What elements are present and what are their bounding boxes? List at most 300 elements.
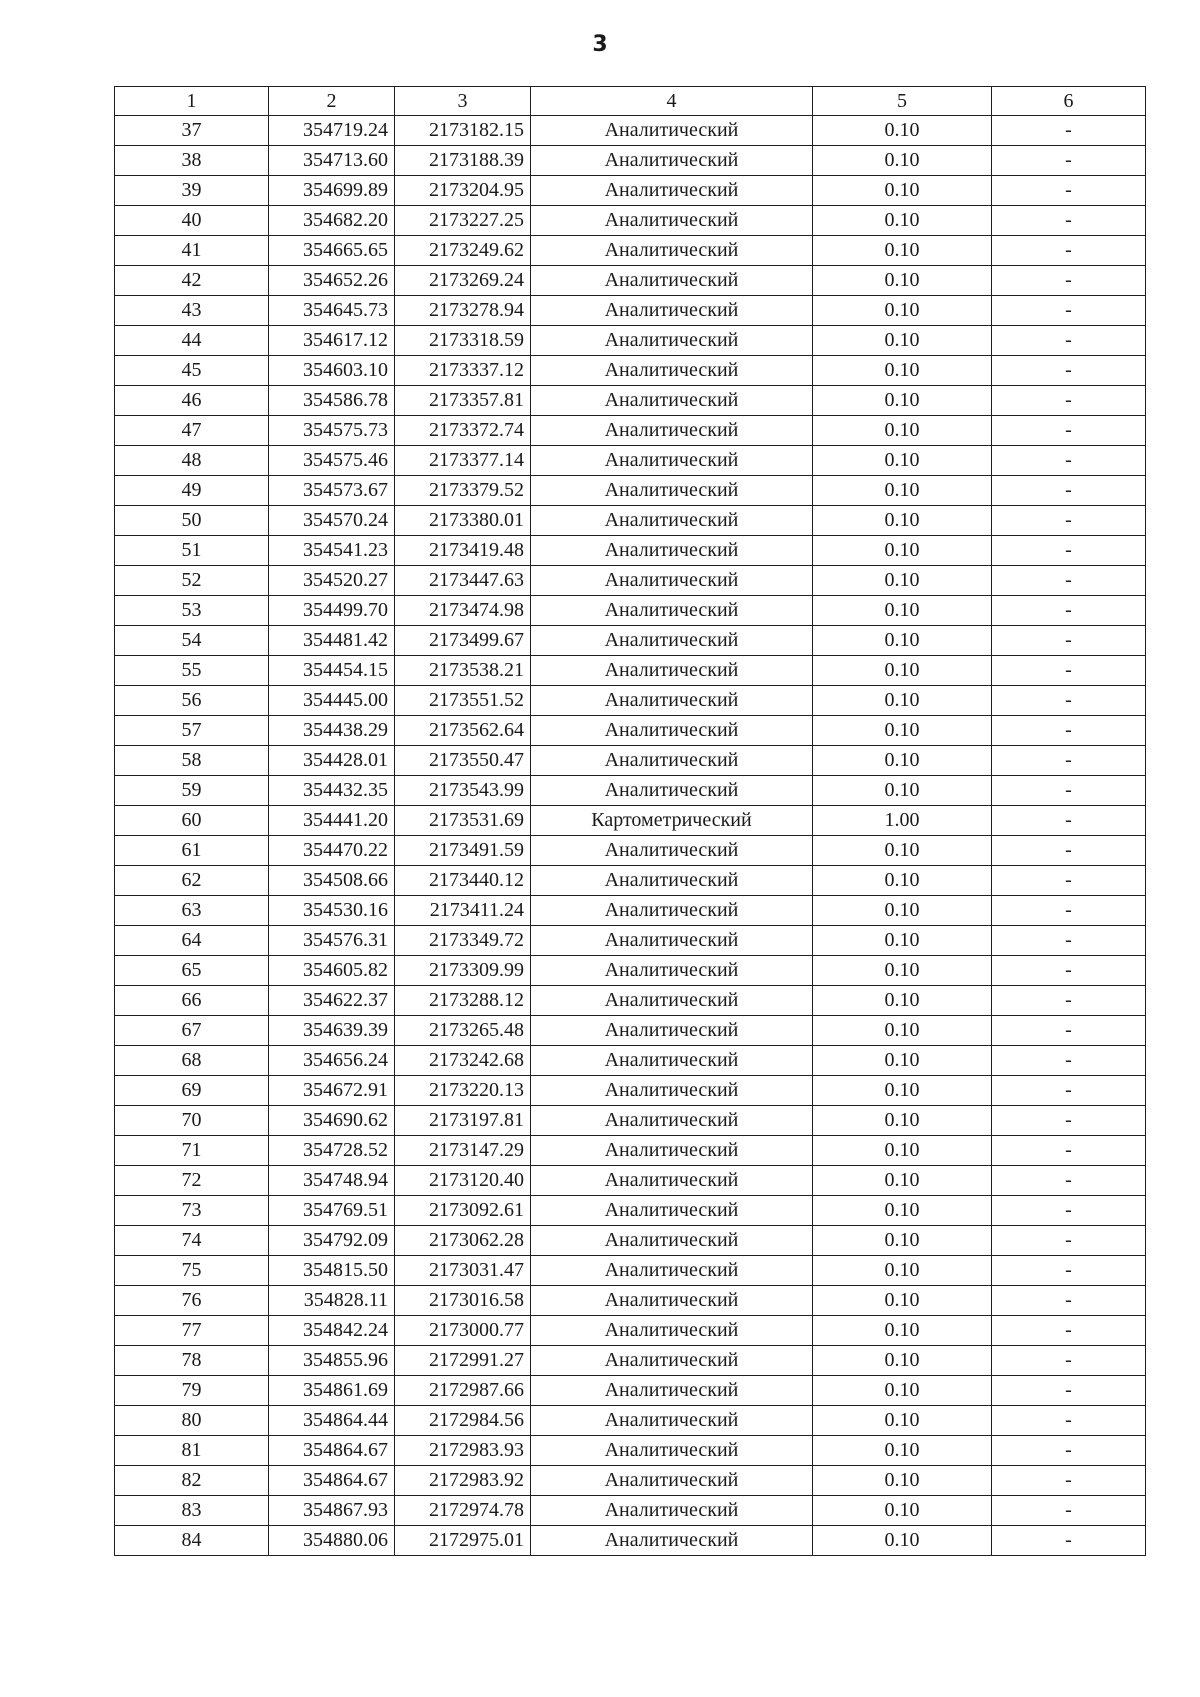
x-coordinate-cell: 354748.94 [269, 1166, 395, 1196]
method-cell: Аналитический [531, 986, 813, 1016]
method-cell: Аналитический [531, 1046, 813, 1076]
y-coordinate-cell: 2172987.66 [395, 1376, 531, 1406]
accuracy-cell: 0.10 [813, 1436, 992, 1466]
y-coordinate-cell: 2173204.95 [395, 176, 531, 206]
y-coordinate-cell: 2173188.39 [395, 146, 531, 176]
method-cell: Аналитический [531, 866, 813, 896]
note-cell: - [992, 866, 1146, 896]
point-number-cell: 82 [115, 1466, 269, 1496]
y-coordinate-cell: 2173543.99 [395, 776, 531, 806]
point-number-cell: 72 [115, 1166, 269, 1196]
method-cell: Аналитический [531, 746, 813, 776]
method-cell: Аналитический [531, 956, 813, 986]
accuracy-cell: 0.10 [813, 296, 992, 326]
x-coordinate-cell: 354441.20 [269, 806, 395, 836]
y-coordinate-cell: 2173491.59 [395, 836, 531, 866]
point-number-cell: 66 [115, 986, 269, 1016]
x-coordinate-cell: 354470.22 [269, 836, 395, 866]
x-coordinate-cell: 354864.67 [269, 1466, 395, 1496]
accuracy-cell: 0.10 [813, 836, 992, 866]
note-cell: - [992, 1526, 1146, 1556]
point-number-cell: 76 [115, 1286, 269, 1316]
y-coordinate-cell: 2172984.56 [395, 1406, 531, 1436]
point-number-cell: 58 [115, 746, 269, 776]
method-cell: Аналитический [531, 1286, 813, 1316]
y-coordinate-cell: 2173562.64 [395, 716, 531, 746]
y-coordinate-cell: 2172983.92 [395, 1466, 531, 1496]
method-cell: Аналитический [531, 356, 813, 386]
y-coordinate-cell: 2173062.28 [395, 1226, 531, 1256]
accuracy-cell: 0.10 [813, 1196, 992, 1226]
x-coordinate-cell: 354438.29 [269, 716, 395, 746]
y-coordinate-cell: 2173227.25 [395, 206, 531, 236]
table-row [115, 176, 1146, 206]
point-number-cell: 54 [115, 626, 269, 656]
method-cell: Аналитический [531, 476, 813, 506]
accuracy-cell: 0.10 [813, 1466, 992, 1496]
accuracy-cell: 0.10 [813, 626, 992, 656]
note-cell: - [992, 566, 1146, 596]
x-coordinate-cell: 354792.09 [269, 1226, 395, 1256]
note-cell: - [992, 1346, 1146, 1376]
y-coordinate-cell: 2173349.72 [395, 926, 531, 956]
point-number-cell: 45 [115, 356, 269, 386]
x-coordinate-cell: 354769.51 [269, 1196, 395, 1226]
method-cell: Аналитический [531, 896, 813, 926]
point-number-cell: 81 [115, 1436, 269, 1466]
table-row [115, 1496, 1146, 1526]
point-number-cell: 71 [115, 1136, 269, 1166]
method-cell: Аналитический [531, 836, 813, 866]
y-coordinate-cell: 2173147.29 [395, 1136, 531, 1166]
accuracy-cell: 0.10 [813, 1256, 992, 1286]
accuracy-cell: 0.10 [813, 926, 992, 956]
table-row [115, 1286, 1146, 1316]
accuracy-cell: 0.10 [813, 146, 992, 176]
method-cell: Аналитический [531, 506, 813, 536]
note-cell: - [992, 1376, 1146, 1406]
note-cell: - [992, 1496, 1146, 1526]
table-row [115, 1226, 1146, 1256]
accuracy-cell: 0.10 [813, 356, 992, 386]
note-cell: - [992, 836, 1146, 866]
y-coordinate-cell: 2173538.21 [395, 656, 531, 686]
x-coordinate-cell: 354617.12 [269, 326, 395, 356]
accuracy-cell: 0.10 [813, 716, 992, 746]
note-cell: - [992, 1226, 1146, 1256]
accuracy-cell: 0.10 [813, 866, 992, 896]
y-coordinate-cell: 2173242.68 [395, 1046, 531, 1076]
method-cell: Аналитический [531, 1196, 813, 1226]
table-row [115, 1406, 1146, 1436]
table-row [115, 206, 1146, 236]
point-number-cell: 83 [115, 1496, 269, 1526]
accuracy-cell: 0.10 [813, 386, 992, 416]
method-cell: Аналитический [531, 566, 813, 596]
method-cell: Аналитический [531, 1526, 813, 1556]
note-cell: - [992, 656, 1146, 686]
method-cell: Аналитический [531, 146, 813, 176]
note-cell: - [992, 1166, 1146, 1196]
x-coordinate-cell: 354690.62 [269, 1106, 395, 1136]
table-row [115, 416, 1146, 446]
note-cell: - [992, 146, 1146, 176]
point-number-cell: 68 [115, 1046, 269, 1076]
accuracy-cell: 0.10 [813, 1496, 992, 1526]
y-coordinate-cell: 2173380.01 [395, 506, 531, 536]
note-cell: - [992, 116, 1146, 146]
point-number-cell: 49 [115, 476, 269, 506]
y-coordinate-cell: 2173309.99 [395, 956, 531, 986]
y-coordinate-cell: 2173372.74 [395, 416, 531, 446]
x-coordinate-cell: 354576.31 [269, 926, 395, 956]
header-col-6: 6 [992, 87, 1146, 116]
table-row [115, 1256, 1146, 1286]
point-number-cell: 84 [115, 1526, 269, 1556]
y-coordinate-cell: 2173379.52 [395, 476, 531, 506]
header-col-3: 3 [395, 87, 531, 116]
note-cell: - [992, 356, 1146, 386]
accuracy-cell: 0.10 [813, 776, 992, 806]
note-cell: - [992, 386, 1146, 416]
table-row [115, 596, 1146, 626]
table-row [115, 1166, 1146, 1196]
x-coordinate-cell: 354652.26 [269, 266, 395, 296]
table-row [115, 1076, 1146, 1106]
method-cell: Картометрический [531, 806, 813, 836]
point-number-cell: 55 [115, 656, 269, 686]
x-coordinate-cell: 354575.73 [269, 416, 395, 446]
table-row [115, 926, 1146, 956]
table-row [115, 1526, 1146, 1556]
y-coordinate-cell: 2173440.12 [395, 866, 531, 896]
header-col-5: 5 [813, 87, 992, 116]
table-row [115, 1016, 1146, 1046]
y-coordinate-cell: 2173551.52 [395, 686, 531, 716]
y-coordinate-cell: 2173288.12 [395, 986, 531, 1016]
accuracy-cell: 0.10 [813, 1046, 992, 1076]
accuracy-cell: 1.00 [813, 806, 992, 836]
accuracy-cell: 0.10 [813, 896, 992, 926]
accuracy-cell: 0.10 [813, 1076, 992, 1106]
method-cell: Аналитический [531, 1346, 813, 1376]
y-coordinate-cell: 2173318.59 [395, 326, 531, 356]
y-coordinate-cell: 2173419.48 [395, 536, 531, 566]
table-row [115, 566, 1146, 596]
x-coordinate-cell: 354573.67 [269, 476, 395, 506]
accuracy-cell: 0.10 [813, 1166, 992, 1196]
method-cell: Аналитический [531, 266, 813, 296]
y-coordinate-cell: 2173531.69 [395, 806, 531, 836]
note-cell: - [992, 1436, 1146, 1466]
note-cell: - [992, 1256, 1146, 1286]
point-number-cell: 53 [115, 596, 269, 626]
table-row [115, 1376, 1146, 1406]
table-row [115, 806, 1146, 836]
note-cell: - [992, 776, 1146, 806]
note-cell: - [992, 1286, 1146, 1316]
note-cell: - [992, 626, 1146, 656]
method-cell: Аналитический [531, 446, 813, 476]
note-cell: - [992, 596, 1146, 626]
table-row [115, 536, 1146, 566]
method-cell: Аналитический [531, 1256, 813, 1286]
point-number-cell: 44 [115, 326, 269, 356]
table-row [115, 1196, 1146, 1226]
x-coordinate-cell: 354719.24 [269, 116, 395, 146]
point-number-cell: 63 [115, 896, 269, 926]
note-cell: - [992, 686, 1146, 716]
note-cell: - [992, 416, 1146, 446]
coordinates-table [114, 86, 1146, 1556]
accuracy-cell: 0.10 [813, 536, 992, 566]
table-row [115, 1466, 1146, 1496]
point-number-cell: 62 [115, 866, 269, 896]
method-cell: Аналитический [531, 1166, 813, 1196]
method-cell: Аналитический [531, 1376, 813, 1406]
note-cell: - [992, 1466, 1146, 1496]
header-row [115, 87, 1146, 116]
x-coordinate-cell: 354828.11 [269, 1286, 395, 1316]
method-cell: Аналитический [531, 656, 813, 686]
point-number-cell: 60 [115, 806, 269, 836]
x-coordinate-cell: 354645.73 [269, 296, 395, 326]
point-number-cell: 77 [115, 1316, 269, 1346]
x-coordinate-cell: 354530.16 [269, 896, 395, 926]
x-coordinate-cell: 354575.46 [269, 446, 395, 476]
header-col-1: 1 [115, 87, 269, 116]
note-cell: - [992, 326, 1146, 356]
method-cell: Аналитический [531, 116, 813, 146]
accuracy-cell: 0.10 [813, 566, 992, 596]
point-number-cell: 57 [115, 716, 269, 746]
note-cell: - [992, 1106, 1146, 1136]
method-cell: Аналитический [531, 1076, 813, 1106]
table-row [115, 896, 1146, 926]
accuracy-cell: 0.10 [813, 746, 992, 776]
x-coordinate-cell: 354481.42 [269, 626, 395, 656]
table-row [115, 116, 1146, 146]
point-number-cell: 64 [115, 926, 269, 956]
y-coordinate-cell: 2172983.93 [395, 1436, 531, 1466]
x-coordinate-cell: 354656.24 [269, 1046, 395, 1076]
x-coordinate-cell: 354541.23 [269, 536, 395, 566]
x-coordinate-cell: 354682.20 [269, 206, 395, 236]
y-coordinate-cell: 2173197.81 [395, 1106, 531, 1136]
table-row [115, 446, 1146, 476]
table-row [115, 356, 1146, 386]
x-coordinate-cell: 354445.00 [269, 686, 395, 716]
method-cell: Аналитический [531, 686, 813, 716]
point-number-cell: 51 [115, 536, 269, 566]
x-coordinate-cell: 354713.60 [269, 146, 395, 176]
table-row [115, 476, 1146, 506]
note-cell: - [992, 956, 1146, 986]
table-row [115, 716, 1146, 746]
point-number-cell: 40 [115, 206, 269, 236]
y-coordinate-cell: 2173182.15 [395, 116, 531, 146]
note-cell: - [992, 806, 1146, 836]
method-cell: Аналитический [531, 1106, 813, 1136]
point-number-cell: 42 [115, 266, 269, 296]
accuracy-cell: 0.10 [813, 656, 992, 686]
accuracy-cell: 0.10 [813, 116, 992, 146]
table-row [115, 626, 1146, 656]
note-cell: - [992, 926, 1146, 956]
method-cell: Аналитический [531, 296, 813, 326]
y-coordinate-cell: 2173474.98 [395, 596, 531, 626]
method-cell: Аналитический [531, 176, 813, 206]
table-body [115, 116, 1146, 1556]
accuracy-cell: 0.10 [813, 266, 992, 296]
x-coordinate-cell: 354454.15 [269, 656, 395, 686]
note-cell: - [992, 1046, 1146, 1076]
note-cell: - [992, 746, 1146, 776]
header-col-2: 2 [269, 87, 395, 116]
accuracy-cell: 0.10 [813, 596, 992, 626]
method-cell: Аналитический [531, 1406, 813, 1436]
accuracy-cell: 0.10 [813, 1106, 992, 1136]
point-number-cell: 75 [115, 1256, 269, 1286]
y-coordinate-cell: 2173447.63 [395, 566, 531, 596]
table-row [115, 1436, 1146, 1466]
page-number: 3 [592, 32, 608, 57]
table-header [115, 87, 1146, 116]
note-cell: - [992, 536, 1146, 566]
x-coordinate-cell: 354864.67 [269, 1436, 395, 1466]
table-row [115, 836, 1146, 866]
point-number-cell: 48 [115, 446, 269, 476]
y-coordinate-cell: 2173249.62 [395, 236, 531, 266]
method-cell: Аналитический [531, 326, 813, 356]
y-coordinate-cell: 2173031.47 [395, 1256, 531, 1286]
point-number-cell: 43 [115, 296, 269, 326]
accuracy-cell: 0.10 [813, 1226, 992, 1256]
accuracy-cell: 0.10 [813, 416, 992, 446]
table-row [115, 236, 1146, 266]
accuracy-cell: 0.10 [813, 1406, 992, 1436]
accuracy-cell: 0.10 [813, 1376, 992, 1406]
x-coordinate-cell: 354842.24 [269, 1316, 395, 1346]
x-coordinate-cell: 354864.44 [269, 1406, 395, 1436]
y-coordinate-cell: 2173016.58 [395, 1286, 531, 1316]
note-cell: - [992, 986, 1146, 1016]
accuracy-cell: 0.10 [813, 1286, 992, 1316]
y-coordinate-cell: 2173278.94 [395, 296, 531, 326]
table-row [115, 656, 1146, 686]
header-col-4: 4 [531, 87, 813, 116]
x-coordinate-cell: 354728.52 [269, 1136, 395, 1166]
point-number-cell: 73 [115, 1196, 269, 1226]
accuracy-cell: 0.10 [813, 686, 992, 716]
note-cell: - [992, 1196, 1146, 1226]
y-coordinate-cell: 2173120.40 [395, 1166, 531, 1196]
method-cell: Аналитический [531, 536, 813, 566]
x-coordinate-cell: 354499.70 [269, 596, 395, 626]
accuracy-cell: 0.10 [813, 1016, 992, 1046]
note-cell: - [992, 1406, 1146, 1436]
point-number-cell: 69 [115, 1076, 269, 1106]
note-cell: - [992, 176, 1146, 206]
point-number-cell: 59 [115, 776, 269, 806]
method-cell: Аналитический [531, 1496, 813, 1526]
method-cell: Аналитический [531, 386, 813, 416]
accuracy-cell: 0.10 [813, 476, 992, 506]
table-row [115, 866, 1146, 896]
y-coordinate-cell: 2172974.78 [395, 1496, 531, 1526]
note-cell: - [992, 1316, 1146, 1346]
point-number-cell: 47 [115, 416, 269, 446]
table-row [115, 776, 1146, 806]
accuracy-cell: 0.10 [813, 506, 992, 536]
y-coordinate-cell: 2173220.13 [395, 1076, 531, 1106]
y-coordinate-cell: 2173000.77 [395, 1316, 531, 1346]
point-number-cell: 46 [115, 386, 269, 416]
x-coordinate-cell: 354520.27 [269, 566, 395, 596]
method-cell: Аналитический [531, 416, 813, 446]
point-number-cell: 41 [115, 236, 269, 266]
accuracy-cell: 0.10 [813, 986, 992, 1016]
note-cell: - [992, 1016, 1146, 1046]
x-coordinate-cell: 354699.89 [269, 176, 395, 206]
x-coordinate-cell: 354880.06 [269, 1526, 395, 1556]
x-coordinate-cell: 354861.69 [269, 1376, 395, 1406]
accuracy-cell: 0.10 [813, 956, 992, 986]
method-cell: Аналитический [531, 716, 813, 746]
note-cell: - [992, 716, 1146, 746]
point-number-cell: 37 [115, 116, 269, 146]
method-cell: Аналитический [531, 596, 813, 626]
accuracy-cell: 0.10 [813, 446, 992, 476]
point-number-cell: 50 [115, 506, 269, 536]
accuracy-cell: 0.10 [813, 1526, 992, 1556]
accuracy-cell: 0.10 [813, 1346, 992, 1376]
x-coordinate-cell: 354815.50 [269, 1256, 395, 1286]
point-number-cell: 67 [115, 1016, 269, 1046]
point-number-cell: 80 [115, 1406, 269, 1436]
note-cell: - [992, 446, 1146, 476]
note-cell: - [992, 1136, 1146, 1166]
x-coordinate-cell: 354432.35 [269, 776, 395, 806]
accuracy-cell: 0.10 [813, 1316, 992, 1346]
table-row [115, 506, 1146, 536]
note-cell: - [992, 506, 1146, 536]
point-number-cell: 56 [115, 686, 269, 716]
method-cell: Аналитический [531, 1226, 813, 1256]
x-coordinate-cell: 354672.91 [269, 1076, 395, 1106]
method-cell: Аналитический [531, 206, 813, 236]
y-coordinate-cell: 2173411.24 [395, 896, 531, 926]
x-coordinate-cell: 354855.96 [269, 1346, 395, 1376]
point-number-cell: 52 [115, 566, 269, 596]
accuracy-cell: 0.10 [813, 1136, 992, 1166]
x-coordinate-cell: 354867.93 [269, 1496, 395, 1526]
table-row [115, 1316, 1146, 1346]
point-number-cell: 78 [115, 1346, 269, 1376]
point-number-cell: 70 [115, 1106, 269, 1136]
accuracy-cell: 0.10 [813, 206, 992, 236]
note-cell: - [992, 266, 1146, 296]
note-cell: - [992, 896, 1146, 926]
table-row [115, 146, 1146, 176]
y-coordinate-cell: 2173265.48 [395, 1016, 531, 1046]
table-row [115, 1346, 1146, 1376]
point-number-cell: 65 [115, 956, 269, 986]
table-row [115, 386, 1146, 416]
table-row [115, 1046, 1146, 1076]
x-coordinate-cell: 354603.10 [269, 356, 395, 386]
x-coordinate-cell: 354570.24 [269, 506, 395, 536]
